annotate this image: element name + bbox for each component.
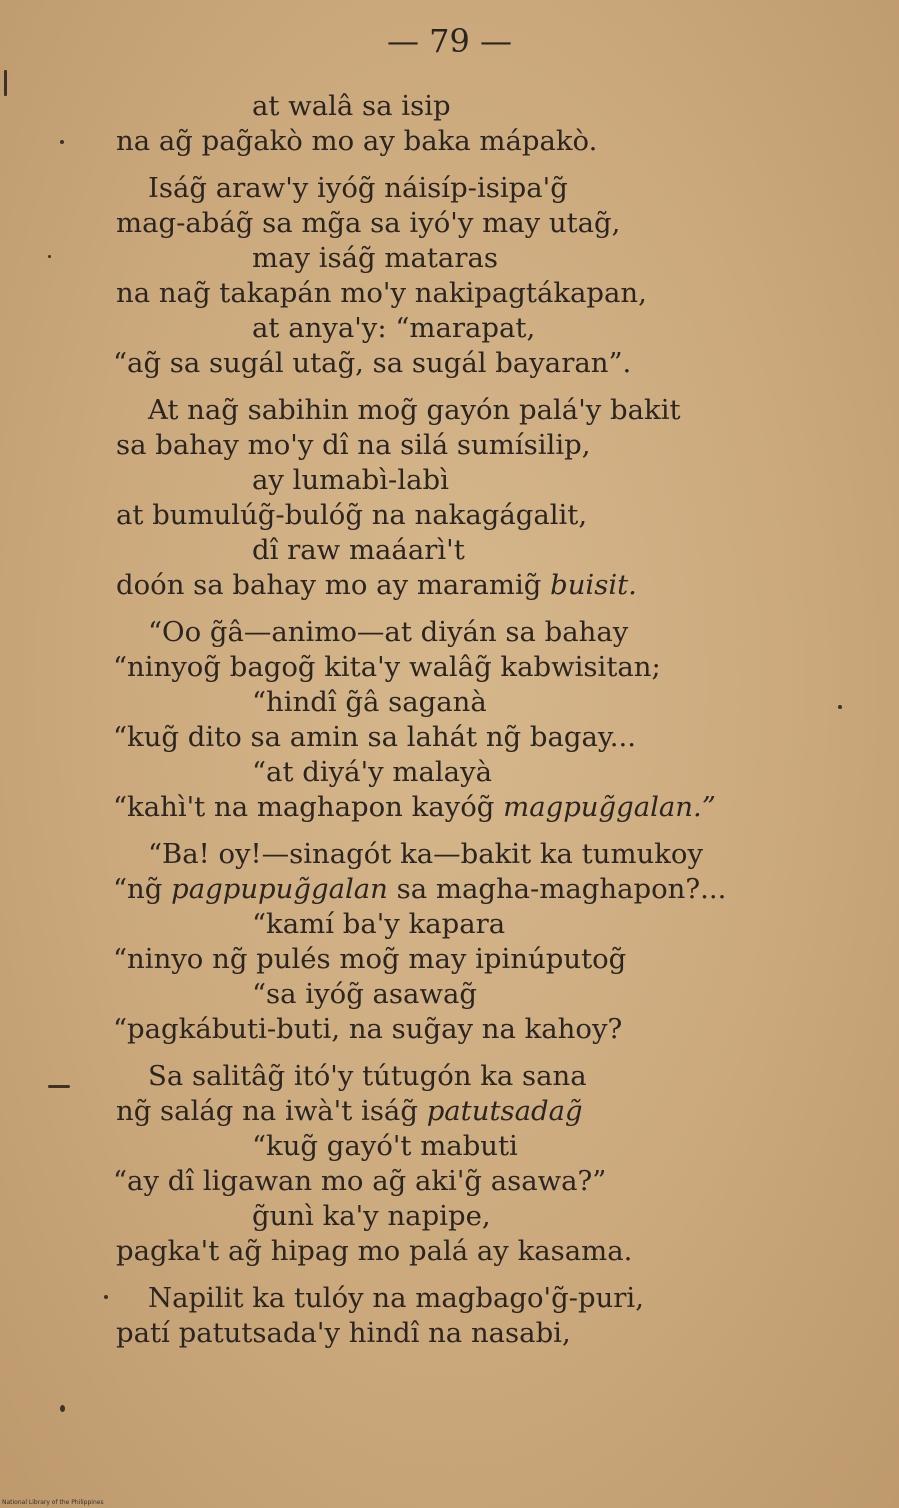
poem-line (116, 276, 647, 311)
ink-mark (4, 70, 7, 96)
poem-line (252, 241, 498, 276)
ink-mark (48, 1085, 70, 1088)
poem-line-text: “hindî g̃â saganà (252, 686, 487, 718)
poem-line (252, 1199, 491, 1234)
poem-line (252, 977, 477, 1012)
poem-line (148, 1281, 644, 1316)
poem-line-text: ay lumabì-labì (252, 464, 449, 496)
poem-line-text: “Ba! oy!—sinagót ka—bakit ka tumukoy (148, 838, 703, 870)
poem-line-text: Napilit ka tulóy na magbago'g̃-puri, (148, 1282, 644, 1314)
poem-line-text: “ag̃ sa sugál utag̃, sa sugál bayaran”. (113, 347, 632, 379)
ink-speck (48, 255, 51, 258)
poem-line-text: na ag̃ pag̃akò mo ay baka mápakò. (116, 125, 598, 157)
poem-line-text: may iság̃ mataras (252, 242, 498, 274)
poem-line-text: at bumulúg̃-bulóg̃ na nakagágalit, (116, 499, 588, 531)
page-number: — 79 — (386, 22, 513, 60)
poem-line (113, 1164, 606, 1199)
poem-line (116, 206, 620, 241)
poem-line-text: mag-abág̃ sa mg̃a sa iyó'y may utag̃, (116, 207, 621, 239)
footer-credit: National Library of the Philippines (2, 1499, 104, 1506)
poem-line-italic: patutsadag̃ (426, 1095, 583, 1127)
poem-line-text: At nag̃ sabihin mog̃ gayón palá'y bakit (148, 394, 681, 426)
poem-line (148, 1059, 587, 1094)
poem-line-italic: pagpupug̃galan (171, 873, 388, 905)
poem-line (113, 1012, 622, 1047)
poem-line (252, 685, 487, 720)
poem-line (252, 1129, 518, 1164)
poem-line (252, 755, 492, 790)
ink-speck (838, 705, 842, 709)
poem-line (116, 1316, 571, 1351)
ink-speck (60, 1405, 65, 1412)
poem-line (148, 837, 703, 872)
poem-line (148, 393, 681, 428)
poem-line-text: g̃unì ka'y napipe, (252, 1200, 491, 1232)
poem-line-text: “kug̃ gayó't mabuti (252, 1130, 518, 1162)
poem-line (116, 124, 597, 159)
poem-line (113, 872, 726, 907)
poem-line (148, 615, 628, 650)
poem-line-text: at anya'y: “marapat, (252, 312, 536, 344)
poem-line-italic: magpug̃galan.” (503, 791, 716, 823)
poem-line-italic: buisit. (550, 569, 637, 601)
poem-line-text: “kug̃ dito sa amin sa lahát ng̃ bagay... (113, 721, 636, 753)
poem-line (252, 89, 451, 124)
poem-line-text: dî raw maáarì't (252, 534, 465, 566)
poem-line-text: ng̃ salág na iwà't iság̃ (116, 1095, 427, 1127)
poem-line-text: “sa iyóg̃ asawag̃ (252, 978, 477, 1010)
poem-line (113, 790, 716, 825)
poem-line-text: at walâ sa isip (252, 90, 451, 122)
poem-line-text: “pagkábuti-buti, na sug̃ay na kahoy? (113, 1013, 623, 1045)
poem-line (113, 720, 636, 755)
poem-line-text: sa bahay mo'y dî na silá sumísilip, (116, 429, 591, 461)
poem-line-text: doón sa bahay mo ay maramig̃ (116, 569, 551, 601)
poem-line (113, 346, 631, 381)
poem-line-text: pagka't ag̃ hipag mo palá ay kasama. (116, 1235, 633, 1267)
poem-line (116, 498, 587, 533)
poem-line (148, 171, 568, 206)
poem-line-text: “ay dî ligawan mo ag̃ aki'g̃ asawa?” (113, 1165, 607, 1197)
poem-line-text: “kamí ba'y kapara (252, 908, 506, 940)
poem-line-text: “kahì't na maghapon kayóg̃ (113, 791, 504, 823)
poem-line (252, 463, 449, 498)
poem-line-text: patí patutsada'y hindî na nasabi, (116, 1317, 571, 1349)
ink-speck (104, 1295, 108, 1299)
poem-line-text: “at diyá'y malayà (252, 756, 493, 788)
ink-speck (60, 140, 64, 144)
poem-line (113, 942, 626, 977)
poem-line-text: “ng̃ (113, 873, 172, 905)
poem-line (252, 533, 465, 568)
poem-line (116, 568, 637, 603)
poem-line-text: Sa salitâg̃ itó'y tútugón ka sana (148, 1060, 587, 1092)
poem-line-text: “ninyo ng̃ pulés mog̃ may ipinúputog̃ (113, 943, 627, 975)
poem-line (116, 428, 590, 463)
poem-line-text: Iság̃ araw'y iyóg̃ náisíp-isipa'g̃ (148, 172, 568, 204)
poem-line (116, 1234, 632, 1269)
poem-line (113, 650, 661, 685)
poem-line (252, 907, 505, 942)
poem-line (252, 311, 535, 346)
poem-line (116, 1094, 583, 1129)
poem-line-text: na nag̃ takapán mo'y nakipagtákapan, (116, 277, 647, 309)
poem-line-text: “ninyog̃ bagog̃ kita'y walâg̃ kabwisitan; (113, 651, 661, 683)
poem-line-text: “Oo g̃â—animo—at diyán sa bahay (148, 616, 629, 648)
poem-line-text: sa magha-maghapon?... (387, 873, 727, 905)
